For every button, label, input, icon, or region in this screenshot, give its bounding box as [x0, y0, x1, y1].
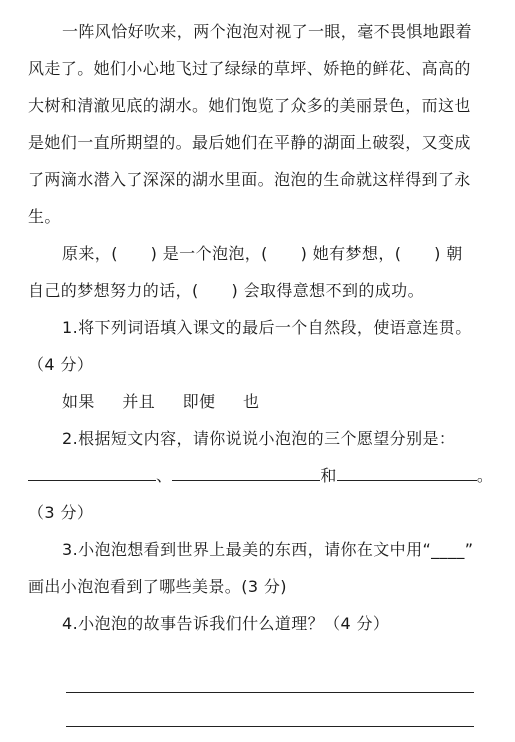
passage-fill-line-1: 原来，( ) 是一个泡泡，( ) 她有梦想，( ) 朝 [62, 244, 463, 263]
passage-fill-line-2: 自己的梦想努力的话，( ) 会取得意想不到的成功。 [28, 281, 424, 300]
word-option: 即便 [182, 392, 216, 411]
answer-blank-1[interactable] [28, 466, 156, 481]
passage-line-5: 了两滴水潜入了深深的湖水里面。泡泡的生命就这样得到了永 [28, 170, 471, 189]
passage-line-4: 是她们一直所期望的。最后她们在平静的湖面上破裂，又变成 [28, 133, 471, 152]
question-1-word-bank [62, 392, 515, 412]
word-option: 如果 [62, 392, 95, 411]
answer-blank-3[interactable] [337, 466, 477, 481]
answer-line-2[interactable] [66, 726, 474, 727]
question-3-text: 3.小泡泡想看到世界上最美的东西，请你在文中用“____” [62, 540, 474, 559]
passage-line-2: 风走了。她们小心地飞过了绿绿的草坪、娇艳的鲜花、高高的 [28, 59, 471, 78]
passage-line-1: 一阵风恰好吹来，两个泡泡对视了一眼，毫不畏惧地跟着 [62, 22, 473, 41]
question-1-text: 1.将下列词语填入课文的最后一个自然段，使语意连贯。 [62, 318, 472, 337]
separator-comma: 、 [156, 466, 173, 485]
question-4-text: 4.小泡泡的故事告诉我们什么道理？（4 分） [62, 614, 390, 633]
separator-and: 和 [320, 466, 337, 485]
passage-line-6: 生。 [28, 207, 61, 226]
question-2-score: （3 分） [28, 503, 94, 522]
sentence-end: 。 [476, 466, 494, 485]
question-3-text-cont: 画出小泡泡看到了哪些美景。(3 分) [28, 577, 287, 596]
word-option: 也 [242, 392, 260, 411]
word-option: 并且 [122, 392, 156, 411]
question-2-answer-row [28, 466, 515, 486]
answer-line-1[interactable] [66, 692, 474, 693]
passage-line-3: 大树和清澈见底的湖水。她们饱览了众多的美丽景色，而这也 [28, 96, 471, 115]
question-2-text: 2.根据短文内容，请你说说小泡泡的三个愿望分别是： [62, 429, 456, 448]
answer-blank-2[interactable] [172, 466, 320, 481]
question-1-score: （4 分） [28, 355, 94, 374]
